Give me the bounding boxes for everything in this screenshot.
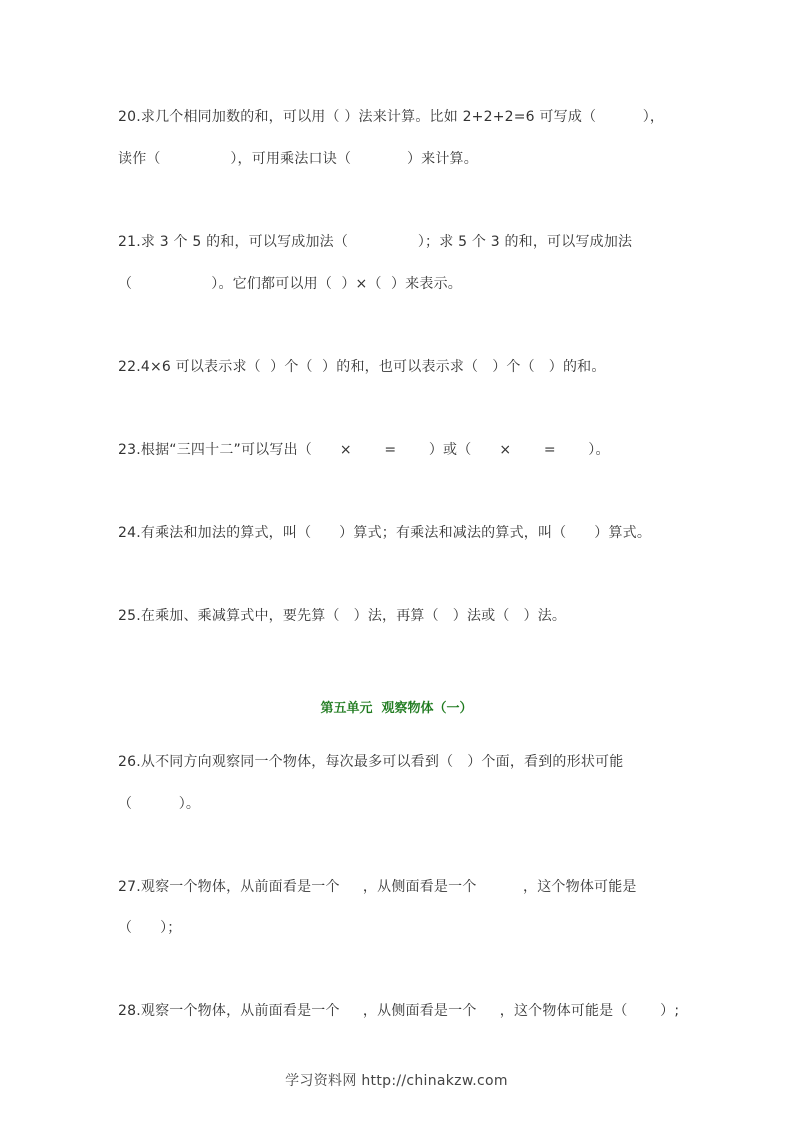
question-27-line-1: 27.观察一个物体，从前面看是一个 ，从侧面看是一个 ，这个物体可能是 <box>118 879 637 895</box>
question-26-line-1: 26.从不同方向观察同一个物体，每次最多可以看到（ ）个面，看到的形状可能 <box>118 754 624 770</box>
question-21-line-1: 21.求 3 个 5 的和，可以写成加法（ ）；求 5 个 3 的和，可以写成加法 <box>118 234 633 250</box>
question-21-line-2: （ ）。它们都可以用（ ）×（ ）来表示。 <box>118 276 462 292</box>
question-28: 28.观察一个物体，从前面看是一个 ，从侧面看是一个 ，这个物体可能是（ ）; <box>118 1003 680 1019</box>
section-title: 第五单元 观察物体（一） <box>320 701 473 716</box>
question-27-line-2: （ ）； <box>118 920 182 936</box>
question-22: 22.4×6 可以表示求（ ）个（ ）的和，也可以表示求（ ）个（ ）的和。 <box>118 359 606 375</box>
question-26-line-2: （ ）。 <box>118 796 201 812</box>
footer-watermark: 学习资料网 http://chinakzw.com <box>285 1073 508 1089</box>
question-20-line-2: 读作（ ），可用乘法口诀（ ）来计算。 <box>118 151 478 167</box>
question-23: 23.根据“三四十二”可以写出（ × = ）或（ × = ）。 <box>118 442 610 458</box>
question-24: 24.有乘法和加法的算式，叫（ ）算式；有乘法和减法的算式，叫（ ）算式。 <box>118 525 652 541</box>
question-25: 25.在乘加、乘减算式中，要先算（ ）法，再算（ ）法或（ ）法。 <box>118 608 567 624</box>
question-20-line-1: 20.求几个相同加数的和，可以用（ ）法来计算。比如 2+2+2=6 可写成（ ）， <box>118 109 665 125</box>
